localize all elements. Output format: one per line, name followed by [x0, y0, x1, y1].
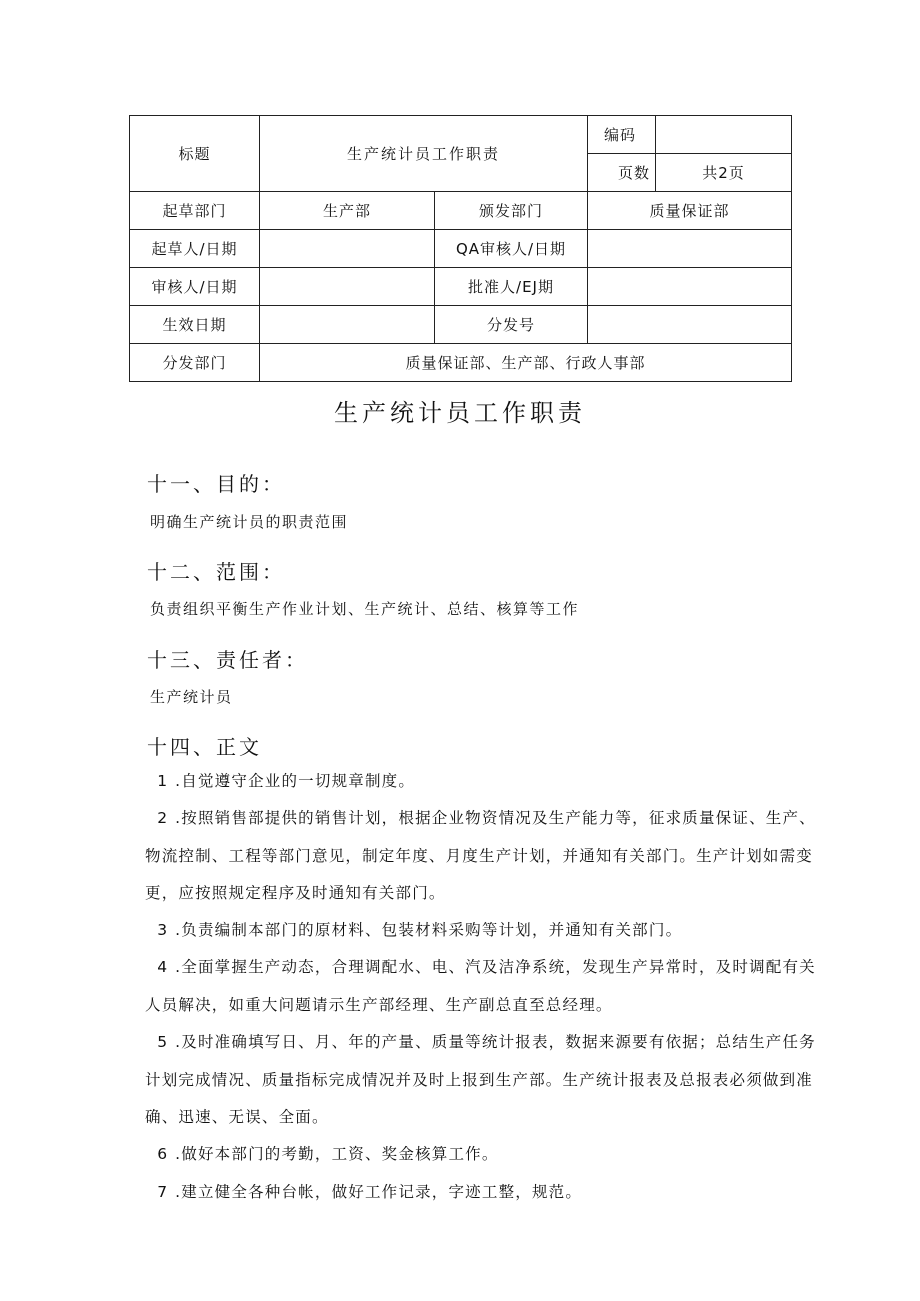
- dist-dept-label: 分发部门: [130, 344, 260, 382]
- list-item-number: 6: [157, 1145, 176, 1163]
- list-item-text: .负责编制本部门的原材料、包装材料采购等计划，并通知有关部门。: [175, 921, 683, 939]
- list-item-text: .及时准确填写日、月、年的产量、质量等统计报表，数据来源要有依据；总结生产任务计划完成情况、质量指标完成情况并及时上报到生产部。生产统计报表及总报表必须做到准确、迅速、无误、全面。: [145, 1033, 816, 1126]
- draft-dept-value: 生产部: [260, 192, 435, 230]
- list-item-text: .全面掌握生产动态，合理调配水、电、汽及洁净系统，发现生产异常时，及时调配有关人员解决，如重大问题请示生产部经理、生产副总直至总经理。: [145, 958, 816, 1014]
- list-item: [145, 1024, 817, 1137]
- code-value: [656, 116, 792, 154]
- list-item: [145, 1136, 817, 1174]
- dist-dept-value: 质量保证部、生产部、行政人事部: [260, 344, 792, 382]
- issue-dept-label: 颁发部门: [435, 192, 588, 230]
- pages-label: 页数: [588, 154, 656, 192]
- list-item-number: 5: [157, 1033, 176, 1051]
- approver-value: [588, 268, 792, 306]
- reviewer-label: 审核人/日期: [130, 268, 260, 306]
- section-body-scope: 负责组织平衡生产作业计划、生产统计、总结、核算等工作: [150, 600, 580, 618]
- list-item: [145, 800, 817, 913]
- approver-label: 批准人/EJ期: [435, 268, 588, 306]
- list-item-text: .自觉遵守企业的一切规章制度。: [175, 772, 416, 790]
- list-item: [145, 949, 817, 1024]
- issue-dept-value: 质量保证部: [588, 192, 792, 230]
- list-item: [145, 912, 817, 950]
- list-item: [145, 763, 817, 801]
- list-item-text: .建立健全各种台帐，做好工作记录，字迹工整，规范。: [175, 1183, 583, 1201]
- list-item-text: .按照销售部提供的销售计划，根据企业物资情况及生产能力等，征求质量保证、生产、物流控制、工程等部门意见，制定年度、月度生产计划，并通知有关部门。生产计划如需变更，应按照规定程序及时通知有关部门。: [145, 809, 816, 902]
- drafter-value: [260, 230, 435, 268]
- section-heading-body: 十四、正文: [147, 735, 262, 759]
- section-body-responsible: 生产统计员: [150, 688, 233, 706]
- list-item-text: .做好本部门的考勤，工资、奖金核算工作。: [175, 1145, 499, 1163]
- dist-no-value: [588, 306, 792, 344]
- title-value: 生产统计员工作职责: [260, 116, 588, 192]
- list-item-number: 2: [157, 809, 176, 827]
- pages-value: 共2页: [656, 154, 792, 192]
- effective-date-label: 生效日期: [130, 306, 260, 344]
- drafter-label: 起草人/日期: [130, 230, 260, 268]
- effective-date-value: [260, 306, 435, 344]
- draft-dept-label: 起草部门: [130, 192, 260, 230]
- list-item-number: 1: [157, 772, 176, 790]
- reviewer-value: [260, 268, 435, 306]
- qa-reviewer-label: QA审核人/日期: [435, 230, 588, 268]
- list-item: [145, 1174, 817, 1212]
- list-item-number: 3: [157, 921, 176, 939]
- dist-no-label: 分发号: [435, 306, 588, 344]
- code-label: 编码: [588, 116, 656, 154]
- list-item-number: 4: [157, 958, 176, 976]
- qa-reviewer-value: [588, 230, 792, 268]
- document-header-table: [129, 115, 792, 382]
- section-heading-scope: 十二、范围：: [147, 560, 285, 584]
- list-item-number: 7: [157, 1183, 176, 1201]
- document-title: 生产统计员工作职责: [334, 399, 586, 427]
- title-label: 标题: [130, 116, 260, 192]
- section-heading-purpose: 十一、目的：: [147, 472, 285, 496]
- section-body-purpose: 明确生产统计员的职责范围: [150, 513, 349, 531]
- section-heading-responsible: 十三、责任者：: [147, 648, 308, 672]
